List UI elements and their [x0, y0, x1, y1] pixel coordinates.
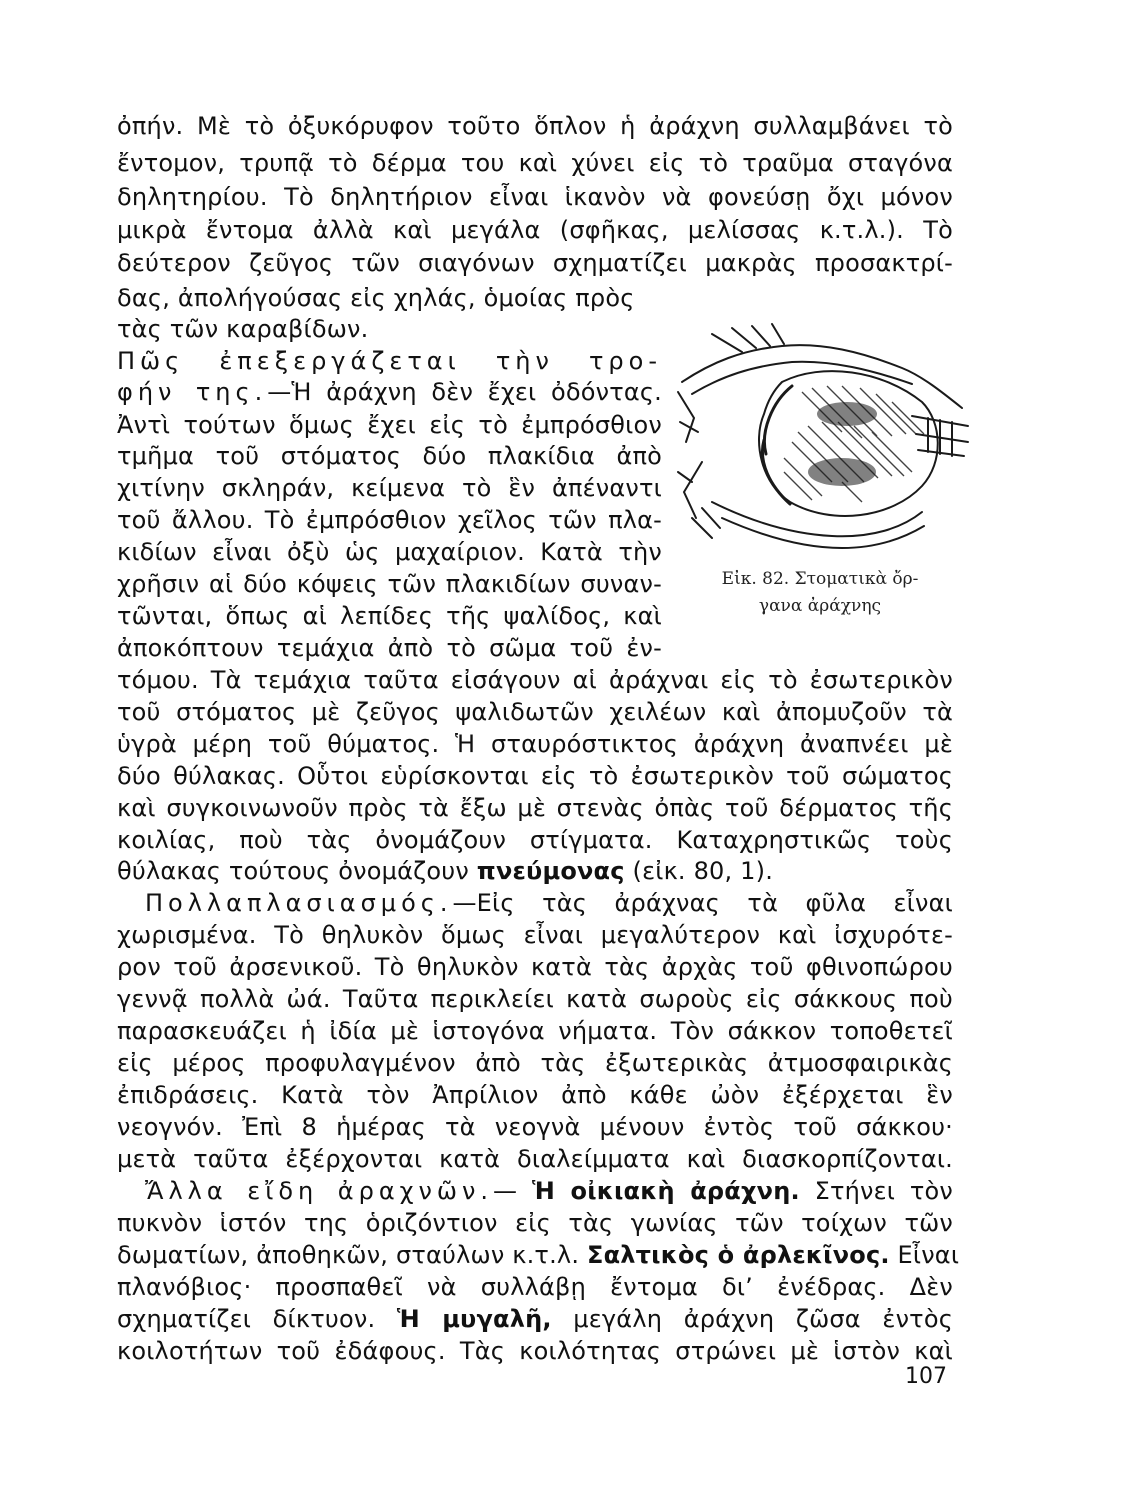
text-line: μικρὰ ἔντομα ἀλλὰ καὶ μεγάλα (σφῆκας, μελίσσας κ.τ.λ.). Τὸ — [117, 216, 953, 244]
text-line: τὰς τῶν καραβίδων. — [117, 315, 369, 343]
text-line: τμῆμα τοῦ στόματος δύο πλακίδια ἀπὸ — [117, 442, 662, 470]
text-line: τῶνται, ὅπως αἱ λεπίδες τῆς ψαλίδος, καὶ — [117, 602, 662, 630]
page-number: 107 — [905, 1364, 947, 1389]
text-line: Πολλαπλασιασμός.—Εἰς τὰς ἀράχνας τὰ φῦλα εἶναι — [145, 889, 953, 917]
text-line: δωματίων, ἀποθηκῶν, σταύλων κ.τ.λ. Σαλτικὸς ὁ ἀρλεκῖνος. Εἶναι — [117, 1241, 960, 1269]
text-line: μετὰ ταῦτα ἐξέρχονται κατὰ διαλείμματα καὶ διασκορπίζονται. — [117, 1145, 953, 1173]
text-line: παρασκευάζει ἡ ἰδία μὲ ἱστογόνα νήματα. Τὸν σάκκον τοποθετεῖ — [117, 1017, 953, 1045]
text-line: γεννᾷ πολλὰ ὠά. Ταῦτα περικλείει κατὰ σωροὺς εἰς σάκκους ποὺ — [117, 985, 953, 1013]
section-heading-nutrition: Πῶς ἐπεξεργάζεται τὴν τρο- — [117, 347, 662, 375]
text-line: χρῆσιν αἱ δύο κόψεις τῶν πλακιδίων συναν- — [117, 570, 662, 598]
text-line: τοῦ στόματος μὲ ζεῦγος ψαλιδωτῶν χειλέων καὶ ἀπομυζοῦν τὰ — [117, 698, 953, 726]
term-salticus: Σαλτικὸς ὁ ἀρλεκῖνος. — [586, 1241, 890, 1269]
text-line: χιτίνην σκληράν, κείμενα τὸ ἓν ἀπέναντι — [117, 474, 662, 502]
text-line: εἰς μέρος προφυλαγμένον ἀπὸ τὰς ἐξωτερικὰς ἀτμοσφαιρικὰς — [117, 1049, 953, 1077]
text-line: φήν της.—Ἡ ἀράχνη δὲν ἔχει ὀδόντας. — [117, 378, 662, 406]
text-line: τοῦ ἄλλου. Τὸ ἐμπρόσθιον χεῖλος τῶν πλα- — [117, 506, 662, 534]
text-line: κοιλίας, ποὺ τὰς ὀνομάζουν στίγματα. Καταχρηστικῶς τοὺς — [117, 826, 953, 854]
section-heading-reproduction: Πολλαπλασιασμός. — [145, 889, 453, 917]
spider-mouthparts-illustration — [672, 322, 972, 554]
text-line: καὶ συγκοινωνοῦν πρὸς τὰ ἔξω μὲ στενὰς ὀπὰς τοῦ δέρματος τῆς — [117, 794, 953, 822]
text-line: δηλητηρίου. Τὸ δηλητήριον εἶναι ἱκανὸν νὰ φονεύσῃ ὄχι μόνον — [117, 183, 953, 211]
text-line: πλανόβιος· προσπαθεῖ νὰ συλλάβῃ ἔντομα δι’ ἐνέδρας. Δὲν — [117, 1273, 953, 1301]
text-line: ἔντομον, τρυπᾷ τὸ δέρμα του καὶ χύνει εἰς τὸ τραῦμα σταγόνα — [117, 149, 953, 177]
text-line: θύλακας τούτους ὀνομάζουν πνεύμονας (εἰκ. 80, 1). — [117, 857, 774, 885]
text-line: χωρισμένα. Τὸ θηλυκὸν ὅμως εἶναι μεγαλύτερον καὶ ἰσχυρότε- — [117, 921, 953, 949]
figure-caption: Εἰκ. 82. Στοματικὰ ὄρ- γανα ἀράχνης — [721, 569, 919, 616]
text-line: ὀπήν. Μὲ τὸ ὀξυκόρυφον τοῦτο ὅπλον ἡ ἀράχνη συλλαμβάνει τὸ — [117, 112, 953, 140]
text-line: δεύτερον ζεῦγος τῶν σιαγόνων σχηματίζει μακρὰς προσακτρί- — [117, 249, 953, 277]
section-heading-other-species: Ἄλλα εἴδη ἀραχνῶν. — [145, 1177, 494, 1205]
text-line: πυκνὸν ἱστόν της ὁριζόντιον εἰς τὰς γωνίας τῶν τοίχων τῶν — [117, 1209, 953, 1237]
text-line: Ἀντὶ τούτων ὅμως ἔχει εἰς τὸ ἐμπρόσθιον — [117, 411, 662, 439]
text-line: νεογνόν. Ἐπὶ 8 ἡμέρας τὰ νεογνὰ μένουν ἐντὸς τοῦ σάκκου· — [117, 1113, 953, 1141]
text-line: σχηματίζει δίκτυον. Ἡ μυγαλῆ, μεγάλη ἀράχνη ζῶσα ἐντὸς — [117, 1305, 954, 1333]
text-line: ὑγρὰ μέρη τοῦ θύματος. Ἡ σταυρόστικτος ἀράχνη ἀναπνέει μὲ — [117, 730, 953, 758]
text-line: κιδίων εἶναι ὀξὺ ὡς μαχαίριον. Κατὰ τὴν — [117, 538, 662, 566]
text-line: τόμου. Τὰ τεμάχια ταῦτα εἰσάγουν αἱ ἀράχναι εἰς τὸ ἐσωτερικὸν — [117, 666, 953, 694]
text-line: δύο θύλακας. Οὗτοι εὑρίσκονται εἰς τὸ ἐσωτερικὸν τοῦ σώματος — [117, 762, 953, 790]
text-line: ἀποκόπτουν τεμάχια ἀπὸ τὸ σῶμα τοῦ ἐν- — [117, 634, 662, 662]
term-lungs: πνεύμονας — [476, 857, 625, 885]
text-line: δας, ἀπολήγούσας εἰς χηλάς, ὁμοίας πρὸς — [117, 284, 635, 312]
text-line: Ἄλλα εἴδη ἀραχνῶν.— Ἡ οἰκιακὴ ἀράχνη. Στήνει τὸν — [145, 1177, 953, 1205]
text-line: ρον τοῦ ἀρσενικοῦ. Τὸ θηλυκὸν κατὰ τὰς ἀρχὰς τοῦ φθινοπώρου — [117, 953, 953, 981]
text-line: ἐπιδράσεις. Κατὰ τὸν Ἀπρίλιον ἀπὸ κάθε ὠὸν ἐξέρχεται ἓν — [117, 1081, 953, 1109]
text-line: κοιλοτήτων τοῦ ἐδάφους. Τὰς κοιλότητας στρώνει μὲ ἱστὸν καὶ — [117, 1337, 953, 1365]
term-mygale: Ἡ μυγαλῆ, — [396, 1305, 552, 1333]
term-house-spider: Ἡ οἰκιακὴ ἀράχνη. — [532, 1177, 800, 1205]
